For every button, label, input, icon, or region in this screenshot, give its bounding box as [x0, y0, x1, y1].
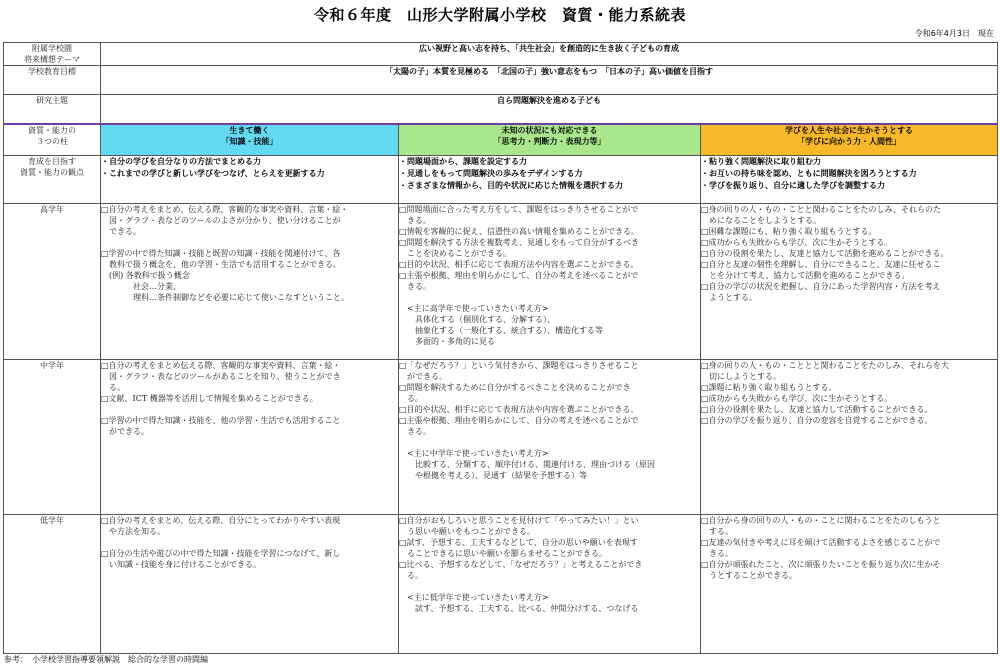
viewpoint-label: 育成を目指す 資質・能力の観点	[4, 156, 101, 204]
pillars-label: 資質・能力の ３つの柱	[4, 124, 101, 156]
pillar-thinking: 未知の状況にも対応できる 「思考力・判断力・表現力等」	[399, 124, 701, 156]
goal-text: 「太陽の子」本質を見極める 「北国の子」強い意志をもつ 「日本の子」高い価値を目指す	[101, 66, 998, 95]
middle-knowledge-cell: □自分の考えをまとめ伝える際、客観的な事実や資料、言葉・絵・ 図・グラフ・表などのツールがあることを知り、使うことができ る。 □文献、ICT 機器等を活用して情報を集めることができる。 □学習の中で得た知識・技能を、他の学習・生活でも活用すること ができる。	[101, 360, 399, 515]
upper-attitude-cell: □身の回りの人・もの・ことと関わることをたのしみ、それらのた めになることをしようとする。 □困難な課題にも、粘り強く取り組もうとする。 □成功からも失敗からも学び、次に生かそうとする。 □自分の役割を果たし、友達と協力して活動を進めることができる。 □自分と友達の個性を理解し、自分にできること、友達に任せるこ とを分けて考え、協力して活動を進めることができる。 □自分の学びの状況を把握し、自分にあった学習内容・方法を考え ようとする。	[701, 204, 998, 360]
vision-text: 広い視野と高い志を持ち、「共生社会」を創造的に生き抜く子どもの育成	[101, 43, 998, 66]
pillar-knowledge: 生きて働く 「知識・技能」	[101, 124, 399, 156]
upper-thinking-cell: □問題場面に合った考え方をして、課題をはっきりさせることがで きる。 □情報を客観的に捉え、信憑性の高い情報を集めることができる。 □問題を解決する方法を複数考え、見通しをもって自分がするべき ことを決めることができる。 □目的や状況、相手に応じて表現方法や内容を選ぶことができる。 □主張や根拠、理由を明らかにして、自分の考えを述べることがで きる。 <主に高学年で使っていきたい考え方> 具体化する（個別化する、分解する）、 抽象化する（一般化する、統合する）、構造化する等 多面的・多角的に見る	[399, 204, 701, 360]
viewpoint-attitude: ・粘り強く問題解決に取り組む力 ・お互いの持ち味を認め、ともに問題解決を図ろうとする力 ・学びを振り返り、自分に適した学びを調整する力	[701, 156, 998, 204]
lower-thinking-cell: □自分がおもしろいと思うことを見付けて「やってみたい！」とい う思いや願いをもつことができる。 □試す、予想する、工夫するなどして、自分の思いや願いを表現す ることできるに思いや願いを膨らませることができる。 □比べる、予想するなどして、「なぜだろう？」と考えることができ る。 <主に低学年で使っていきたい考え方> 試す、予想する、工夫する、比べる、仲間分けする、つなげる	[399, 515, 701, 654]
lower-knowledge-cell: □自分の考えをまとめ、伝える際、自分にとってわかりやすい表現 や方法を知る。 □自分の生活や遊びの中で得た知識・技能を学習につなげて、新し い知識・技能を身に付けることができる。	[101, 515, 399, 654]
competency-table	[3, 42, 998, 654]
viewpoint-knowledge: ・自分の学びを自分なりの方法でまとめる力 ・これまでの学びと新しい学びをつなげ、とらえを更新する力	[101, 156, 399, 204]
upper-knowledge-cell: □自分の考えをまとめ、伝える際、客観的な事実や資料、言葉・絵・ 図・グラフ・表などのツールのよさが分かり、使い分けることが できる。 □学習の中で得た知識・技能と既習の知識・技能を関連付けて、各 教科で扱う概念を、他の学習・生活でも活用することができる。 (例) 各教科で扱う概念 社会…分業、 理科…条件制御などを必要に応じて使いこなすということ。	[101, 204, 399, 360]
middle-attitude-cell: □身の回りの人・もの・こととと関わることをたのしみ、それらを大 切にしようとする。 □課題に粘り強く取り組もうとする。 □成功からも失敗からも学び、次に生かそうとする。 □自分の役割を果たし、友達と協力して活動することができる。 □自分の学びを振り返り、自分の変容を自覚することができる。	[701, 360, 998, 515]
vision-label: 附属学校園 将来構想テーマ	[4, 43, 101, 66]
grade-row-upper	[4, 204, 998, 360]
middle-thinking-cell: □「なぜだろう？」という気付きから、課題をはっきりさせること ができる。 □問題を解決するために自分がするべきことを決めることができ る。 □目的や状況、相手に応じて表現方法や内容を選ぶことができる。 □主張や根拠、理由を明らかにして、自分の考えを述べることがで きる。 <主に中学年で使っていきたい考え方> 比較する、分類する、順序付ける、関連付ける、理由づける（原因 や根拠を考える）、見通す（結果を予想する）等	[399, 360, 701, 515]
reference-note: 参考： 小学校学習指導要領解説 総合的な学習の時間編	[4, 655, 208, 664]
grade-row-lower	[4, 515, 998, 654]
theme-row	[4, 95, 998, 124]
grade-label-middle: 中学年	[4, 360, 101, 515]
goal-row	[4, 66, 998, 95]
theme-label: 研究主題	[4, 95, 101, 124]
viewpoint-thinking: ・問題場面から、課題を設定する力 ・見通しをもって問題解決の歩みをデザインする力 ・さまざまな情報から、目的や状況に応じた情報を選択する力	[399, 156, 701, 204]
viewpoint-row	[4, 156, 998, 204]
date-stamp: 令和6年4月3日 現在	[914, 29, 994, 38]
goal-label: 学校教育目標	[4, 66, 101, 95]
grade-row-middle	[4, 360, 998, 515]
grade-label-lower: 低学年	[4, 515, 101, 654]
lower-attitude-cell: □自分から身の回りの人・もの・ことに関わることをたのしもうと する。 □友達の気付きや考えに耳を傾けて活動するよさを感じることがで きる。 □自分が頑張れたこと、次に頑張りたいことを振り返り次に生かそ うとすることができる。	[701, 515, 998, 654]
pillar-attitude: 学びを人生や社会に生かそうとする 「学びに向かう力・人間性」	[701, 124, 998, 156]
theme-text: 自ら問題解決を進める子ども	[101, 95, 998, 124]
vision-row	[4, 43, 998, 66]
grade-label-upper: 高学年	[4, 204, 101, 360]
page-title: 令和６年度 山形大学附属小学校 資質・能力系統表	[313, 6, 686, 24]
pillars-row	[4, 124, 998, 156]
